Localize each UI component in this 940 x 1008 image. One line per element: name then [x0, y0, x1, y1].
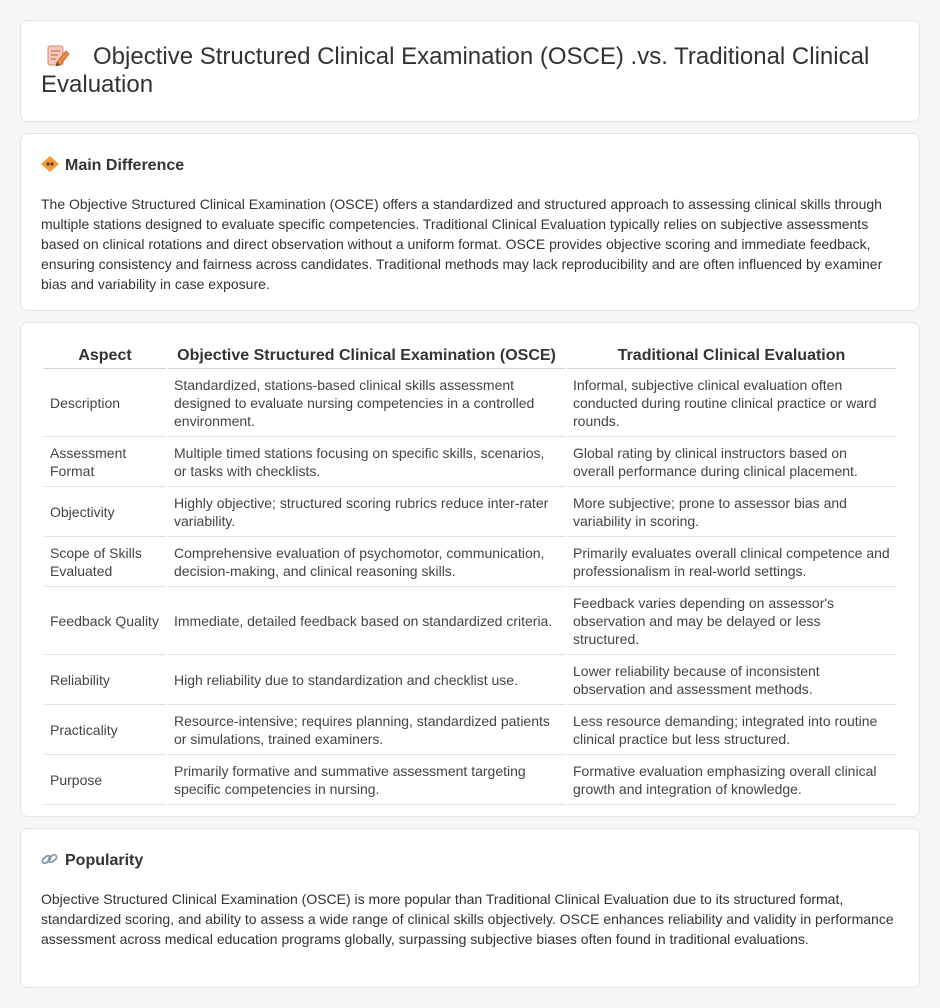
column-header-aspect: Aspect — [44, 343, 166, 369]
aspect-cell: Practicality — [44, 705, 166, 755]
aspect-cell: Assessment Format — [44, 437, 166, 487]
traditional-cell: More subjective; prone to assessor bias and variability in scoring. — [567, 487, 896, 537]
traditional-cell: Formative evaluation emphasizing overall clinical growth and integration of knowledge. — [567, 755, 896, 805]
table-row — [44, 437, 896, 487]
osce-cell: Comprehensive evaluation of psychomotor, communication, decision-making, and clinical reasoning skills. — [168, 537, 565, 587]
main-difference-heading — [41, 156, 899, 175]
table-row — [44, 655, 896, 705]
link-icon — [41, 851, 59, 867]
traditional-cell: Primarily evaluates overall clinical competence and professionalism in real-world settings. — [567, 537, 896, 587]
table-row — [44, 487, 896, 537]
main-difference-card — [20, 133, 920, 311]
aspect-cell: Description — [44, 369, 166, 437]
table-row — [44, 587, 896, 655]
diamond-sign-icon — [41, 156, 59, 172]
osce-cell: High reliability due to standardization and checklist use. — [168, 655, 565, 705]
main-difference-heading-text: Main Difference — [65, 157, 185, 174]
traditional-cell: Less resource demanding; integrated into routine clinical practice but less structured. — [567, 705, 896, 755]
traditional-cell: Feedback varies depending on assessor's observation and may be delayed or less structured. — [567, 587, 896, 655]
table-row — [44, 369, 896, 437]
popularity-heading — [41, 851, 899, 870]
osce-cell: Primarily formative and summative assessment targeting specific competencies in nursing. — [168, 755, 565, 805]
comparison-table-card — [20, 322, 920, 817]
column-header-traditional: Traditional Clinical Evaluation — [567, 343, 896, 369]
popularity-heading-text: Popularity — [65, 852, 144, 869]
main-difference-text: The Objective Structured Clinical Examination (OSCE) offers a standardized and structured approach to assessing clinical skills through multiple stations designed to evaluate specific competencies. Traditional Clinical Evaluation typically relies on subjective assessments based on clinical rotations and direct observation without a uniform format. OSCE provides objective scoring and immediate feedback, ensuring consistency and fairness across candidates. Traditional methods may lack reproducibility and are often influenced by examiner bias and variability in case exposure. — [41, 196, 883, 292]
memo-pencil-icon — [45, 43, 71, 67]
aspect-cell: Feedback Quality — [44, 587, 166, 655]
page-title — [41, 43, 899, 99]
popularity-text: Objective Structured Clinical Examination (OSCE) is more popular than Traditional Clinical Evaluation due to its structured format, standardized scoring, and ability to assess a wide range of clinical skills objectively. OSCE enhances reliability and validity in performance assessment across medical education programs globally, surpassing subjective biases often found in traditional evaluations. — [41, 891, 894, 947]
traditional-cell: Lower reliability because of inconsistent observation and assessment methods. — [567, 655, 896, 705]
traditional-cell: Informal, subjective clinical evaluation often conducted during routine clinical practice or ward rounds. — [567, 369, 896, 437]
osce-cell: Highly objective; structured scoring rubrics reduce inter-rater variability. — [168, 487, 565, 537]
traditional-cell: Global rating by clinical instructors based on overall performance during clinical placement. — [567, 437, 896, 487]
osce-cell: Resource-intensive; requires planning, standardized patients or simulations, trained examiners. — [168, 705, 565, 755]
aspect-cell: Scope of Skills Evaluated — [44, 537, 166, 587]
osce-cell: Multiple timed stations focusing on specific skills, scenarios, or tasks with checklists. — [168, 437, 565, 487]
table-row — [44, 537, 896, 587]
osce-cell: Immediate, detailed feedback based on standardized criteria. — [168, 587, 565, 655]
column-header-osce: Objective Structured Clinical Examination (OSCE) — [168, 343, 565, 369]
aspect-cell: Purpose — [44, 755, 166, 805]
table-row — [44, 755, 896, 805]
table-header-row — [44, 343, 896, 369]
aspect-cell: Objectivity — [44, 487, 166, 537]
title-card — [20, 20, 920, 122]
aspect-cell: Reliability — [44, 655, 166, 705]
osce-cell: Standardized, stations-based clinical skills assessment designed to evaluate nursing competencies in a controlled environment. — [168, 369, 565, 437]
comparison-table — [42, 343, 898, 805]
popularity-card — [20, 828, 920, 988]
table-row — [44, 705, 896, 755]
page-title-text: Objective Structured Clinical Examination (OSCE) .vs. Traditional Clinical Evaluation — [41, 43, 870, 98]
